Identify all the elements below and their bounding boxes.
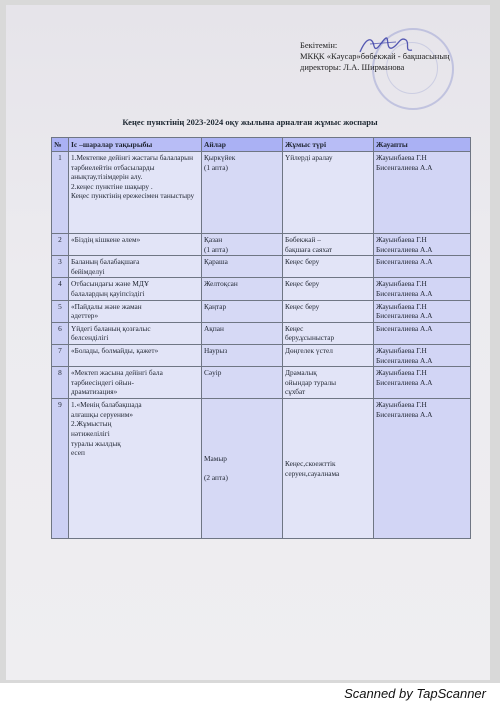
row-work-type-line: Дөңгелек үстел bbox=[285, 345, 333, 355]
row-responsible bbox=[374, 322, 471, 344]
row-work-type bbox=[283, 234, 374, 256]
row-responsible-line: Жауынбаева Г.Н bbox=[376, 345, 427, 355]
row-responsible bbox=[374, 300, 471, 322]
row-month-line: Наурыз bbox=[204, 345, 228, 355]
header-responsible: Жауапты bbox=[374, 138, 471, 152]
header-month: Айлар bbox=[202, 138, 283, 152]
row-number: 3 bbox=[52, 256, 69, 278]
row-number: 5 bbox=[52, 300, 69, 322]
work-plan-table bbox=[51, 137, 471, 539]
row-topic-line: Баланың балабақшаға bbox=[71, 257, 140, 267]
row-responsible-line: Жауынбаева Г.Н bbox=[376, 279, 427, 289]
table-row bbox=[52, 322, 471, 344]
table-row bbox=[52, 256, 471, 278]
row-topic bbox=[69, 300, 202, 322]
row-work-type-line: Кеңес bbox=[285, 323, 304, 333]
row-work-type-line: Кеңес беру bbox=[285, 301, 320, 311]
row-work-type-line: Кеңес,скоежттік bbox=[285, 459, 336, 469]
row-topic-line: 2.Жұмыстың bbox=[71, 419, 112, 429]
row-work-type bbox=[283, 152, 374, 234]
row-responsible-line: Бисенгалиева А.А bbox=[376, 409, 433, 419]
approval-organization: МКҚК «Кәусар»бөбекжай - бақшасының bbox=[300, 51, 450, 61]
row-month bbox=[202, 234, 283, 256]
row-topic-line: Кеңес пунктінің ережесімен таныстыру bbox=[71, 191, 195, 201]
row-topic bbox=[69, 367, 202, 399]
row-month-line: Ақпан bbox=[204, 323, 224, 333]
row-work-type bbox=[283, 399, 374, 539]
row-responsible bbox=[374, 234, 471, 256]
row-topic-line: нәтижелілігі bbox=[71, 428, 110, 438]
row-topic-line: есеп bbox=[71, 448, 85, 458]
row-topic-line: драматизация» bbox=[71, 387, 118, 397]
row-work-type-line: Үйлерді аралау bbox=[285, 153, 333, 162]
row-topic bbox=[69, 234, 202, 256]
row-responsible bbox=[374, 278, 471, 300]
row-month-line: Қаңтар bbox=[204, 301, 227, 311]
header-work-type: Жұмыс түрі bbox=[283, 138, 374, 152]
row-work-type-line: серуен,сауалнама bbox=[285, 468, 340, 478]
row-work-type bbox=[283, 300, 374, 322]
header-topic: Іс –шаралар тақырыбы bbox=[69, 138, 202, 152]
row-responsible-line: Бисенгалиева А.А bbox=[376, 355, 433, 365]
row-work-type-line: Драмалық bbox=[285, 368, 317, 378]
row-topic-line: «Мектеп жасына дейінгі бала bbox=[71, 368, 163, 378]
row-responsible bbox=[374, 344, 471, 366]
row-month-line: (2 апта) bbox=[204, 473, 228, 483]
row-responsible bbox=[374, 367, 471, 399]
row-work-type-line: беру,ұсыныстар bbox=[285, 333, 335, 343]
row-work-type-line: ойындар туралы bbox=[285, 377, 337, 387]
row-topic-line: Үйдегі баланың қозғалыс bbox=[71, 323, 151, 333]
row-responsible-line: Бисенгалиева А.А bbox=[376, 311, 433, 321]
table-row bbox=[52, 234, 471, 256]
row-responsible-line: Жауынбаева Г.Н bbox=[376, 153, 427, 162]
row-topic bbox=[69, 256, 202, 278]
row-topic-line: балалардың қауіпсіздігі bbox=[71, 288, 145, 298]
row-topic bbox=[69, 152, 202, 234]
row-month bbox=[202, 399, 283, 539]
table-row bbox=[52, 278, 471, 300]
row-month bbox=[202, 278, 283, 300]
row-number: 9 bbox=[52, 399, 69, 539]
row-month-line: Сәуір bbox=[204, 368, 222, 378]
row-topic-line: туралы жылдық bbox=[71, 438, 121, 448]
row-topic-line: әдеттер» bbox=[71, 311, 99, 321]
row-work-type-line: Кеңес беру bbox=[285, 279, 320, 289]
row-number: 2 bbox=[52, 234, 69, 256]
row-topic-line: «Пайдалы және жаман bbox=[71, 301, 142, 311]
table-row bbox=[52, 367, 471, 399]
row-topic-line: «Біздің кішкене әлем» bbox=[71, 235, 141, 244]
table-row bbox=[52, 344, 471, 366]
row-responsible bbox=[374, 399, 471, 539]
row-topic-line: анықтау,тізімдерін алу. bbox=[71, 172, 143, 182]
row-topic-line: алғашқы серуеним» bbox=[71, 409, 134, 419]
row-work-type bbox=[283, 367, 374, 399]
row-month-line: Қазан bbox=[204, 235, 223, 244]
table-header-row bbox=[52, 138, 471, 152]
row-responsible bbox=[374, 256, 471, 278]
row-month-line: Мамыр bbox=[204, 454, 227, 464]
row-responsible-line: Бисенгалиева А.А bbox=[376, 377, 433, 387]
row-work-type-line: Кеңес беру bbox=[285, 257, 320, 267]
header-number: № bbox=[52, 138, 69, 152]
row-topic-line: 2.кеңес пунктіне шақыру . bbox=[71, 181, 153, 191]
row-topic bbox=[69, 278, 202, 300]
approval-director: директоры: Л.А. Ширманова bbox=[300, 62, 405, 72]
approval-label: Бекітемін: bbox=[300, 40, 338, 50]
row-responsible-line: Бисенгалиева А.А bbox=[376, 162, 433, 172]
row-work-type bbox=[283, 322, 374, 344]
row-month-line bbox=[204, 464, 280, 474]
row-number: 6 bbox=[52, 322, 69, 344]
row-topic-line: 1.Мектепке дейінгі жастағы балаларын тәрбиелейтін отбасыларды bbox=[71, 153, 193, 172]
approval-block bbox=[300, 40, 450, 73]
row-work-type bbox=[283, 256, 374, 278]
row-month bbox=[202, 300, 283, 322]
row-work-type bbox=[283, 344, 374, 366]
row-month bbox=[202, 322, 283, 344]
row-topic-line: белсенділігі bbox=[71, 333, 109, 343]
row-number: 7 bbox=[52, 344, 69, 366]
table-row bbox=[52, 152, 471, 234]
row-responsible-line: Жауынбаева Г.Н bbox=[376, 368, 427, 378]
row-work-type-line: сұхбат bbox=[285, 387, 306, 397]
row-work-type-line: бақшаға саяхат bbox=[285, 244, 333, 254]
row-responsible-line: Жауынбаева Г.Н bbox=[376, 301, 427, 311]
row-topic-line: 1.«Менің балабақшада bbox=[71, 400, 142, 410]
row-topic bbox=[69, 344, 202, 366]
row-responsible-line: Бисенгалиева А.А bbox=[376, 257, 433, 267]
row-month-line: Қыркүйек bbox=[204, 153, 236, 162]
row-number: 1 bbox=[52, 152, 69, 234]
row-topic-line: «Болады, болмайды, қажет» bbox=[71, 345, 159, 355]
row-month-line: (1 апта) bbox=[204, 162, 228, 172]
row-month-line: Желтоқсан bbox=[204, 279, 238, 289]
row-responsible-line: Бисенгалиева А.А bbox=[376, 323, 433, 333]
row-responsible bbox=[374, 152, 471, 234]
row-topic-line: Отбасындағы және МДҰ bbox=[71, 279, 150, 289]
row-number: 8 bbox=[52, 367, 69, 399]
row-work-type-line: Бөбекжай – bbox=[285, 235, 321, 244]
row-month bbox=[202, 367, 283, 399]
row-topic-line: тәрбиесіндегі ойын- bbox=[71, 377, 134, 387]
row-month-line: (1 апта) bbox=[204, 244, 228, 254]
row-responsible-line: Жауынбаева Г.Н bbox=[376, 400, 427, 410]
row-responsible-line: Жауынбаева Г.Н bbox=[376, 235, 427, 244]
table-row bbox=[52, 399, 471, 539]
row-month-line: Қараша bbox=[204, 257, 228, 267]
row-month bbox=[202, 344, 283, 366]
row-topic bbox=[69, 399, 202, 539]
row-month bbox=[202, 152, 283, 234]
row-number: 4 bbox=[52, 278, 69, 300]
document-title: Кеңес пунктінің 2023-2024 оқу жылына арналған жұмыс жоспары bbox=[122, 117, 378, 127]
row-work-type bbox=[283, 278, 374, 300]
table-row bbox=[52, 300, 471, 322]
row-topic-line: бейімделуі bbox=[71, 266, 105, 276]
scanner-watermark: Scanned by TapScanner bbox=[344, 686, 486, 701]
row-topic bbox=[69, 322, 202, 344]
row-month bbox=[202, 256, 283, 278]
row-responsible-line: Бисенгалиева А.А bbox=[376, 244, 433, 254]
row-responsible-line: Бисенгалиева А.А bbox=[376, 288, 433, 298]
